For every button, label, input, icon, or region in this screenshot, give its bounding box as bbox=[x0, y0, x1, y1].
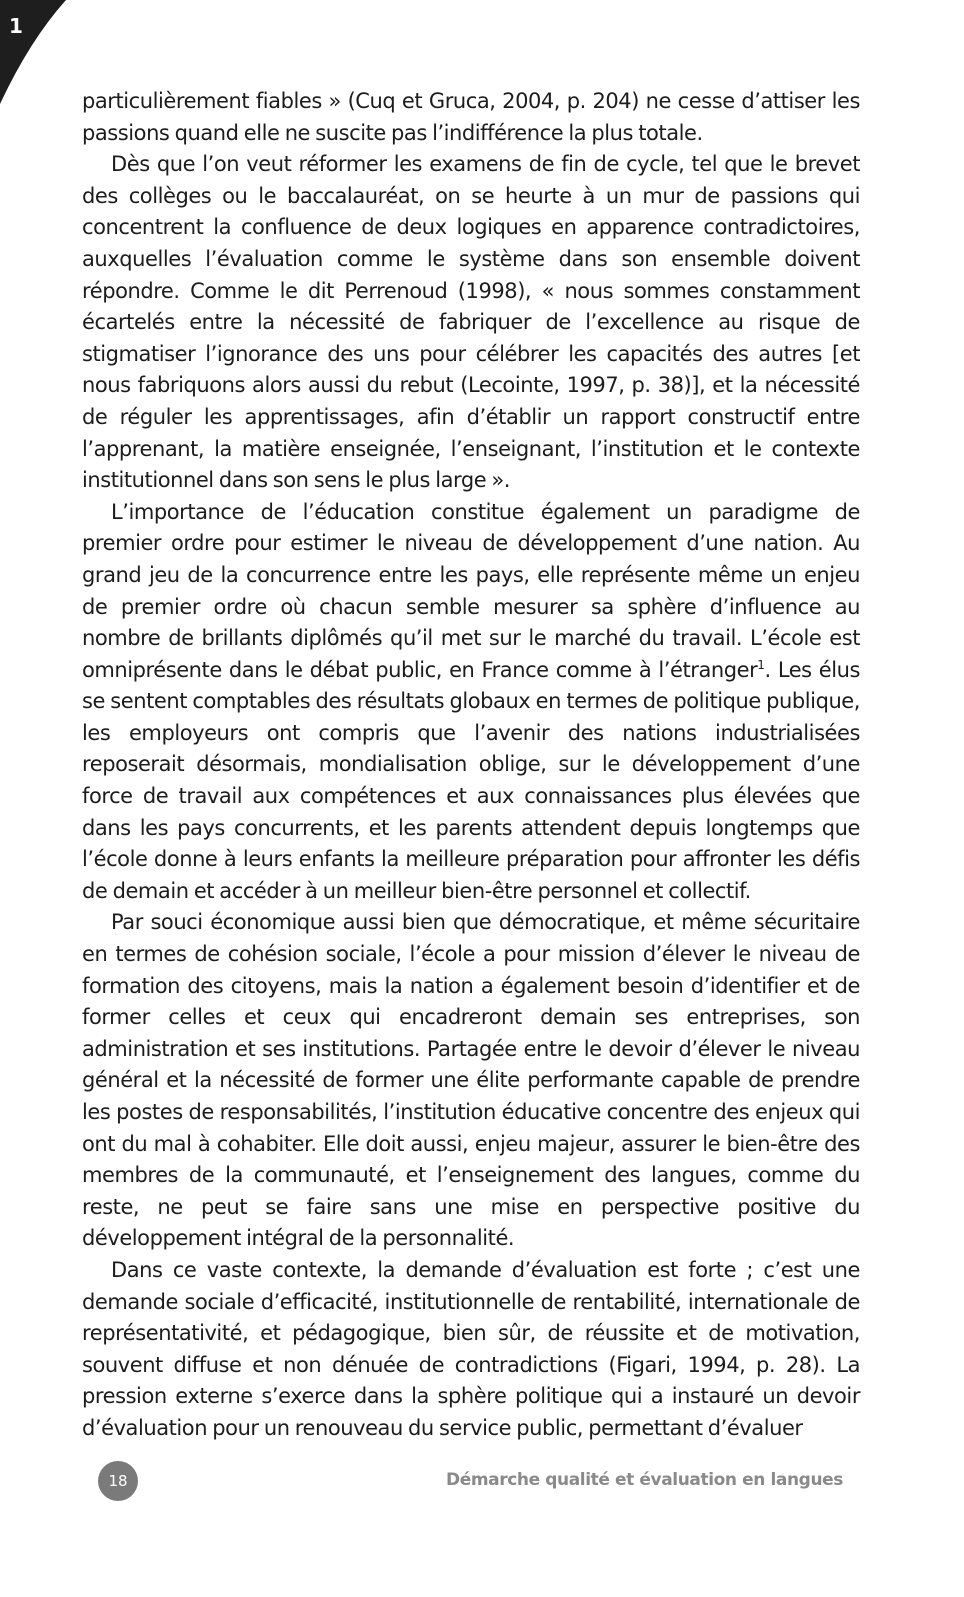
paragraph-2: Dès que l’on veut réformer les examens de fin de cycle, tel que le brevet des collèges ou le baccalauréat, on se heurte à un mur de passions qui concentrent la confluence de deux logiques en apparence contradictoires, auxquelles l’évaluation comme le système dans son ensemble doivent répondre. Comme le dit Perrenoud (1998), « nous sommes constamment écartelés entre la nécessité de fabriquer de l’excellence au risque de stigmatiser l’ignorance des uns pour célébrer les capacités des autres [et nous fabriquons alors aussi du rebut (Lecointe, 1997, p. 38)], et la nécessité de réguler les apprentissages, afin d’établir un rapport constructif entre l’apprenant, la matière enseignée, l’enseignant, l’institution et le contexte institutionnel dans son sens le plus large ». bbox=[82, 152, 860, 493]
paragraph-1: particulièrement fiables » (Cuq et Gruca, 2004, p. 204) ne cesse d’attiser les passions quand elle ne suscite pas l’indifférence la plus totale. bbox=[82, 89, 860, 145]
page-number-badge: 18 bbox=[98, 1461, 138, 1501]
paragraph-4: Par souci économique aussi bien que démocratique, et même sécuritaire en termes de cohésion sociale, l’école a pour mission d’élever le niveau de formation des citoyens, mais la nation a également besoin d’identifier et de former celles et ceux qui encadreront demain ses entreprises, son administration et ses institutions. Partagée entre le devoir d’élever le niveau général et la nécessité de former une élite performante capable de prendre les postes de responsabilités, l’institution éducative concentre des enjeux qui ont du mal à cohabiter. Elle doit aussi, enjeu majeur, assurer le bien-être des membres de la communauté, et l’enseignement des langues, comme du reste, ne peut se faire sans une mise en perspective positive du développement intégral de la personnalité. bbox=[82, 910, 860, 1251]
body-text bbox=[82, 86, 860, 1445]
footnote-marker[interactable]: 1 bbox=[757, 657, 765, 672]
running-footer-title: Démarche qualité et évaluation en langues bbox=[446, 1470, 843, 1490]
chapter-number: 1 bbox=[9, 14, 23, 38]
paragraph-3-text-before-note: L’importance de l’éducation constitue également un paradigme de premier ordre pour estimer le niveau de développement d’une nation. Au grand jeu de la concurrence entre les pays, elle représente même un enjeu de premier ordre où chacun semble mesurer sa sphère d’influence au nombre de brillants diplômés qu’il met sur le marché du travail. L’école est omniprésente dans le débat public, en France comme à l’étranger bbox=[82, 499, 860, 682]
paragraph-3 bbox=[82, 497, 860, 908]
paragraph-5: Dans ce vaste contexte, la demande d’évaluation est forte ; c’est une demande sociale d’efficacité, institutionnelle de rentabilité, internationale de représentativité, et pédagogique, bien sûr, de réussite et de motivation, souvent diffuse et non dénuée de contradictions (Figari, 1994, p. 28). La pression externe s’exerce dans la sphère politique qui a instauré un devoir d’évaluation pour un renouveau du service public, permettant d’évaluer bbox=[82, 1257, 860, 1440]
paragraph-3-text-after-note: . Les élus se sentent comptables des résultats globaux en termes de politique publique, les employeurs ont compris que l’avenir des nations industrialisées reposerait désormais, mondialisation oblige, sur le développement d’une force de travail aux compétences et aux connaissances plus élevées que dans les pays concurrents, et les parents attendent depuis longtemps que l’école donne à leurs enfants la meilleure préparation pour affronter les défis de demain et accéder à un meilleur bien-être personnel et collectif. bbox=[82, 657, 860, 903]
